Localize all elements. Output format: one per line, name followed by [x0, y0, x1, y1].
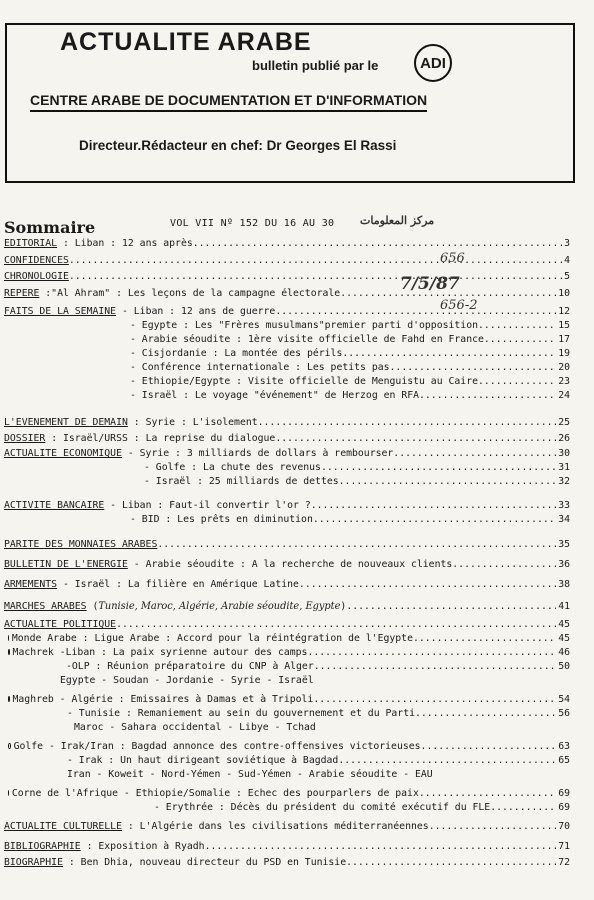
entry-text: - Arabie séoudite : 1ère visite officielle de Fahd en France	[130, 334, 484, 345]
toc-entry	[4, 646, 570, 660]
toc-entry	[4, 787, 570, 801]
entry-text: - Erythrée : Décès du président du comité exécutif du FLE	[154, 802, 491, 813]
entry-text: - BID : Les prêts en diminution	[130, 514, 313, 525]
toc-entry	[4, 416, 570, 430]
page-number: 65	[558, 755, 570, 766]
dot-leader	[429, 820, 557, 834]
toc-entry	[4, 270, 570, 284]
page-number: 24	[558, 390, 570, 401]
dot-leader	[342, 347, 556, 361]
page-number: 50	[558, 661, 570, 672]
entry-text: Corne de l'Afrique - Ethiopie/Somalie : Echec des pourparlers de paix	[11, 788, 419, 799]
dot-leader	[346, 856, 556, 870]
page-number: 3	[564, 238, 570, 249]
bullet-icon	[8, 635, 9, 641]
director-line: Directeur.Rédacteur en chef: Dr Georges El Rassi	[79, 138, 397, 153]
section-label: BIOGRAPHIE	[4, 857, 63, 868]
publisher-name: CENTRE ARABE DE DOCUMENTATION ET D'INFORMATION	[30, 92, 427, 112]
toc-entry	[4, 461, 570, 475]
page-number: 31	[558, 462, 570, 473]
page-number: 32	[558, 476, 570, 487]
dot-leader	[478, 375, 556, 389]
dot-leader	[419, 787, 556, 801]
toc-entry	[4, 740, 570, 754]
dot-leader	[305, 578, 556, 592]
entry-text: Machrek -Liban : La paix syrienne autour des camps	[12, 647, 308, 658]
toc-entry	[4, 600, 570, 614]
page-number: 23	[558, 376, 570, 387]
entry-text: Egypte - Soudan - Jordanie - Syrie - Israël	[60, 675, 314, 686]
toc-entry	[4, 475, 570, 489]
dot-leader	[339, 475, 557, 489]
entry-text: - Israël : Le voyage "événement" de Herzog en RFA	[130, 390, 420, 401]
dot-leader	[415, 707, 556, 721]
page-number: 17	[558, 334, 570, 345]
section-label: L'EVENEMENT DE DEMAIN	[4, 417, 128, 428]
dot-leader	[275, 432, 556, 446]
dot-leader	[69, 254, 562, 268]
page-number: 26	[558, 433, 570, 444]
page-number: 35	[558, 539, 570, 550]
toc-entry	[4, 237, 570, 251]
entry-text: Maroc - Sahara occidental - Libye - Tchad	[74, 722, 316, 733]
section-label: REPERE	[4, 288, 40, 299]
entry-text: - Israël : 25 milliards de dettes	[144, 476, 339, 487]
section-label: DOSSIER	[4, 433, 46, 444]
toc-entry	[4, 558, 570, 572]
entry-text: Golfe - Irak/Iran : Bagdad annonce des contre-offensives victorieuses	[13, 741, 421, 752]
page-number: 20	[558, 362, 570, 373]
toc-entry	[4, 660, 570, 674]
toc-entry	[4, 618, 570, 632]
toc-entry	[4, 632, 570, 646]
toc-entry	[4, 578, 570, 592]
toc-entry	[4, 347, 570, 361]
dot-leader	[313, 513, 556, 527]
page-number: 70	[558, 821, 570, 832]
entry-text: - Liban : 12 ans de guerre	[116, 306, 276, 317]
masthead-subtitle: bulletin publié par le	[252, 58, 379, 73]
toc-entry	[4, 856, 570, 870]
page-number: 63	[558, 741, 570, 752]
dot-leader	[275, 305, 556, 319]
issue-line: VOL VII Nº 152 DU 16 AU 30	[170, 218, 335, 229]
section-label: EDITORIAL	[4, 238, 58, 249]
page-number: 69	[558, 802, 570, 813]
entry-text: - Arabie séoudite : A la recherche de nouveaux clients	[127, 559, 453, 570]
toc-entry	[4, 840, 570, 854]
dot-leader	[314, 660, 556, 674]
masthead-title: ACTUALITE ARABE	[60, 28, 312, 56]
dot-leader	[390, 361, 557, 375]
toc-entry	[4, 432, 570, 446]
entry-text: : Israël/URSS : La reprise du dialogue	[45, 433, 276, 444]
entry-text: Iran - Koweit - Nord-Yémen - Sud-Yémen - Arabie séoudite - EAU	[67, 769, 433, 780]
entry-text: - Golfe : La chute des revenus	[144, 462, 321, 473]
toc-entry	[4, 674, 570, 688]
entry-countries: Tunisie, Maroc, Algérie, Arabie séoudite, Egypte	[98, 601, 341, 612]
page-number: 71	[558, 841, 570, 852]
toc-entry	[4, 375, 570, 389]
entry-text: - Liban : Faut-il convertir l'or ?	[104, 500, 311, 511]
entry-text: - Conférence internationale : Les petits pas	[130, 362, 390, 373]
entry-text: Maghreb - Algérie : Emissaires à Damas et à Tripoli	[12, 694, 314, 705]
dot-leader	[193, 237, 562, 251]
stamp-date: 7/5/87	[400, 274, 460, 294]
entry-text: : Liban : 12 ans après	[57, 238, 193, 249]
section-label: FAITS DE LA SEMAINE	[4, 306, 117, 317]
toc-entry	[4, 389, 570, 403]
dot-leader	[484, 333, 556, 347]
adi-logo: ADI	[414, 44, 452, 82]
stamp-ref: 656-2	[440, 298, 478, 313]
page-number: 69	[558, 788, 570, 799]
toc-entry	[4, 801, 570, 815]
page-number: 10	[558, 288, 570, 299]
entry-text: - Cisjordanie : La montée des périls	[130, 348, 343, 359]
entry-text: : L'Algérie dans les civilisations méditerranéennes	[121, 821, 429, 832]
page-number: 30	[558, 448, 570, 459]
entry-text-end: )	[340, 601, 347, 612]
section-label: ACTIVITE BANCAIRE	[4, 500, 105, 511]
toc-entry	[4, 499, 570, 513]
stamp-number: 656	[440, 251, 465, 266]
toc-entry	[4, 754, 570, 768]
toc-entry	[4, 254, 570, 268]
dot-leader	[393, 447, 556, 461]
toc-entry	[4, 721, 570, 735]
toc-entry	[4, 707, 570, 721]
entry-text: -OLP : Réunion préparatoire du CNP à Alger	[66, 661, 314, 672]
page-number: 38	[558, 579, 570, 590]
section-label: ACTUALITE ECONOMIQUE	[4, 448, 122, 459]
section-label: ACTUALITE CULTURELLE	[4, 821, 122, 832]
page-number: 45	[558, 633, 570, 644]
toc-entry	[4, 538, 570, 552]
dot-leader	[452, 558, 556, 572]
page-number: 41	[558, 601, 570, 612]
entry-text: : Exposition à Ryadh	[80, 841, 205, 852]
section-label: PARITE DES MONNAIES ARABES	[4, 539, 158, 550]
bullet-icon	[8, 790, 9, 796]
page-number: 46	[558, 647, 570, 658]
toc-entry	[4, 447, 570, 461]
dot-leader	[307, 646, 556, 660]
dot-leader	[340, 287, 556, 301]
section-label: CONFIDENCES	[4, 255, 69, 266]
toc-entry	[4, 361, 570, 375]
page-number: 12	[558, 306, 570, 317]
section-label: MARCHES ARABES	[4, 601, 87, 612]
toc-entry	[4, 319, 570, 333]
page-number: 25	[558, 417, 570, 428]
entry-text: Monde Arabe : Ligue Arabe : Accord pour la réintégration de l'Egypte	[11, 633, 413, 644]
dot-leader	[421, 740, 557, 754]
toc-entry	[4, 693, 570, 707]
dot-leader	[321, 461, 556, 475]
toc-entry	[4, 333, 570, 347]
page-number: 4	[564, 255, 570, 266]
entry-text: - Egypte : Les "Frères musulmans"premier parti d'opposition	[130, 320, 478, 331]
dot-leader	[490, 801, 556, 815]
toc-entry	[4, 513, 570, 527]
dot-leader	[413, 632, 556, 646]
entry-text: - Tunisie : Remaniement au sein du gouvernement et du Parti	[67, 708, 415, 719]
page-number: 33	[558, 500, 570, 511]
entry-text: - Irak : Un haut dirigeant soviétique à Bagdad	[67, 755, 339, 766]
dot-leader	[338, 754, 556, 768]
bullet-icon	[8, 696, 10, 702]
toc-entry	[4, 768, 570, 782]
section-label: BULLETIN DE L'ENERGIE	[4, 559, 128, 570]
page-number: 34	[558, 514, 570, 525]
section-label: BIBLIOGRAPHIE	[4, 841, 81, 852]
page-number: 15	[558, 320, 570, 331]
bullet-icon	[8, 649, 10, 655]
entry-text: (	[86, 601, 99, 612]
toc-entry	[4, 287, 570, 301]
dot-leader	[157, 538, 556, 552]
page-number: 5	[564, 271, 570, 282]
page-number: 45	[558, 619, 570, 630]
dot-leader	[346, 600, 556, 614]
entry-text: - Ethiopie/Egypte : Visite officielle de Menguistu au Caire	[130, 376, 478, 387]
dot-leader	[313, 693, 556, 707]
entry-text: : Ben Dhia, nouveau directeur du PSD en Tunisie	[62, 857, 347, 868]
entry-text: :"Al Ahram" : Les leçons de la campagne électorale	[39, 288, 341, 299]
dot-leader	[116, 618, 556, 632]
section-label: CHRONOLOGIE	[4, 271, 69, 282]
page-number: 72	[558, 857, 570, 868]
dot-leader	[205, 840, 557, 854]
section-label: ACTUALITE POLITIQUE	[4, 619, 117, 630]
dot-leader	[478, 319, 556, 333]
sommaire-heading: Sommaire	[4, 218, 96, 237]
dot-leader	[311, 499, 556, 513]
section-label: ARMEMENTS	[4, 579, 58, 590]
page-number: 36	[558, 559, 570, 570]
entry-text: - Israël : La filière en Amérique Latine.	[57, 579, 305, 590]
entry-text: - Syrie : 3 milliards de dollars à rembourser	[121, 448, 394, 459]
bullet-icon	[8, 743, 11, 749]
toc-entry	[4, 305, 570, 319]
dot-leader	[69, 270, 562, 284]
page-number: 54	[558, 694, 570, 705]
toc-entry	[4, 820, 570, 834]
dot-leader	[258, 416, 557, 430]
page-number: 56	[558, 708, 570, 719]
dot-leader	[419, 389, 556, 403]
entry-text: : Syrie : L'isolement	[127, 417, 258, 428]
stamp-text: مركز المعلومات	[360, 214, 435, 227]
page-number: 19	[558, 348, 570, 359]
